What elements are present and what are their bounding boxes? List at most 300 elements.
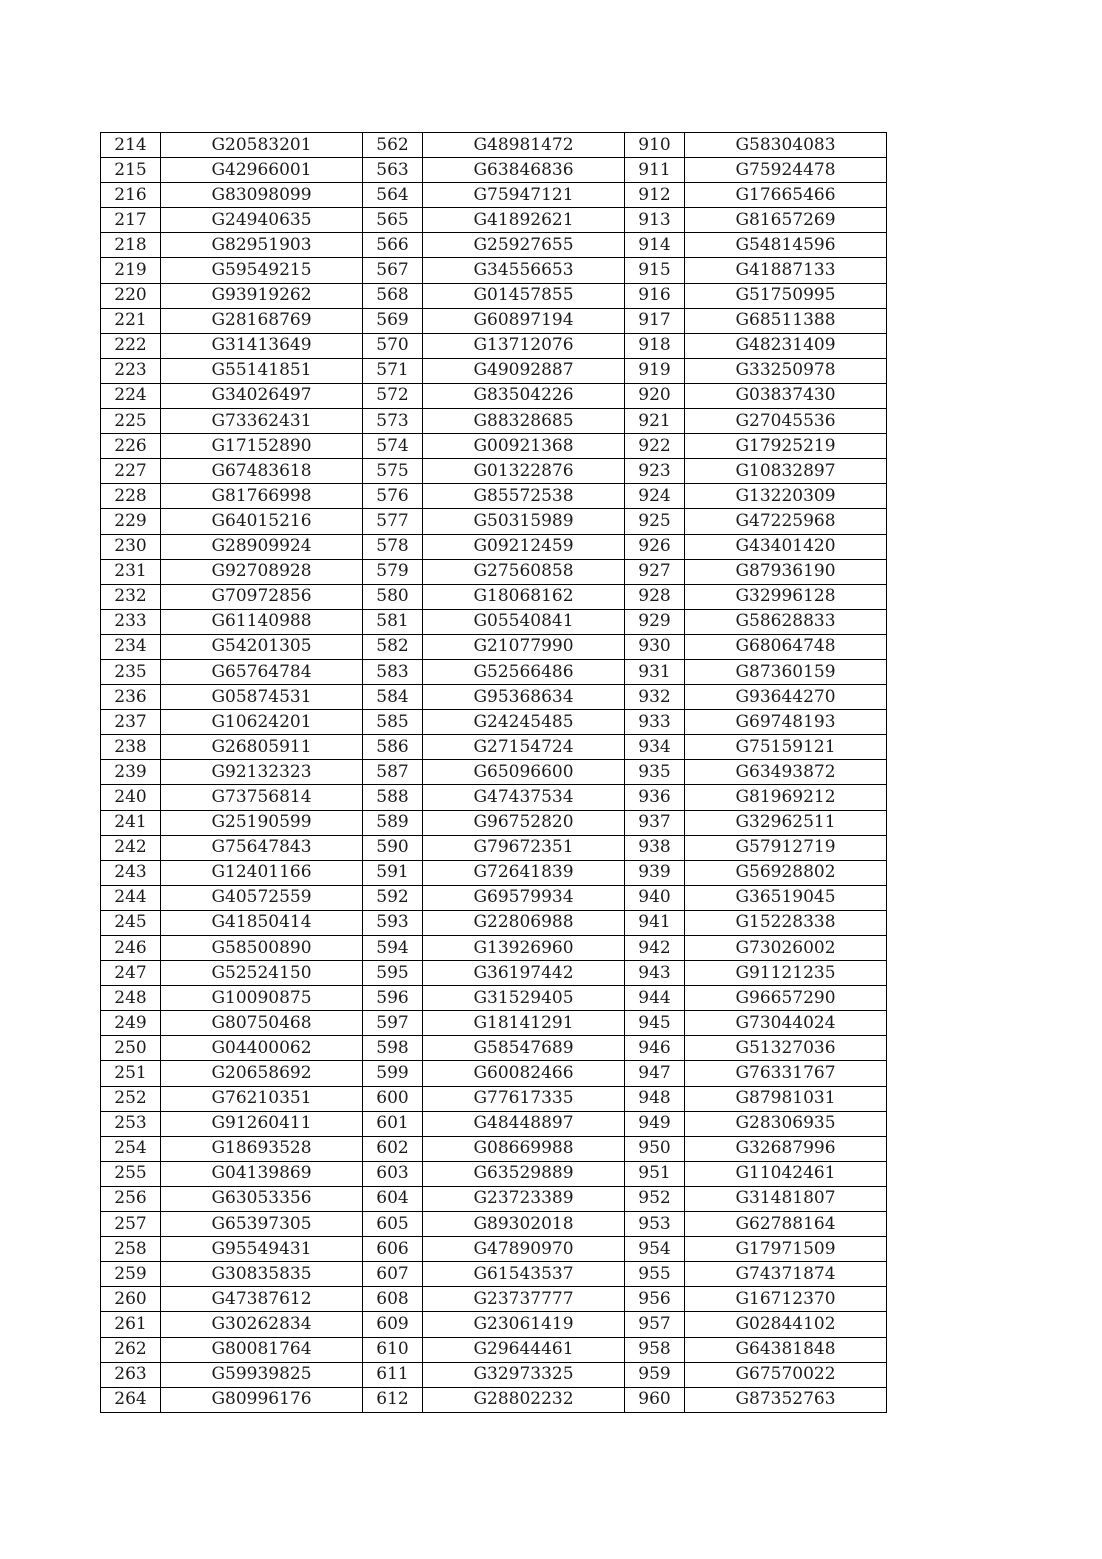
code-cell: G48231409: [685, 333, 887, 358]
code-cell: G40572559: [161, 885, 363, 910]
code-cell: G24245485: [423, 710, 625, 735]
table-row: [101, 885, 887, 910]
row-number-cell: 229: [101, 509, 161, 534]
code-cell: G34556653: [423, 258, 625, 283]
code-cell: G05540841: [423, 609, 625, 634]
row-number-cell: 588: [363, 785, 423, 810]
code-cell: G10624201: [161, 710, 363, 735]
code-cell: G70972856: [161, 584, 363, 609]
row-number-cell: 246: [101, 936, 161, 961]
code-cell: G04400062: [161, 1036, 363, 1061]
table-row: [101, 208, 887, 233]
code-cell: G75947121: [423, 183, 625, 208]
row-number-cell: 952: [625, 1186, 685, 1211]
code-cell: G41887133: [685, 258, 887, 283]
code-cell: G51327036: [685, 1036, 887, 1061]
row-number-cell: 258: [101, 1237, 161, 1262]
row-number-cell: 938: [625, 835, 685, 860]
table-row: [101, 183, 887, 208]
row-number-cell: 581: [363, 609, 423, 634]
code-cell: G91260411: [161, 1111, 363, 1136]
code-cell: G81969212: [685, 785, 887, 810]
code-cell: G05874531: [161, 685, 363, 710]
code-cell: G17665466: [685, 183, 887, 208]
code-cell: G63529889: [423, 1161, 625, 1186]
row-number-cell: 932: [625, 685, 685, 710]
row-number-cell: 247: [101, 961, 161, 986]
table-row: [101, 986, 887, 1011]
row-number-cell: 233: [101, 609, 161, 634]
row-number-cell: 244: [101, 885, 161, 910]
row-number-cell: 601: [363, 1111, 423, 1136]
code-cell: G10090875: [161, 986, 363, 1011]
table-row: [101, 1086, 887, 1111]
id-table: [100, 132, 887, 1413]
table-row: [101, 1312, 887, 1337]
row-number-cell: 235: [101, 659, 161, 684]
row-number-cell: 242: [101, 835, 161, 860]
code-cell: G95368634: [423, 685, 625, 710]
table-row: [101, 609, 887, 634]
code-cell: G65397305: [161, 1212, 363, 1237]
row-number-cell: 930: [625, 634, 685, 659]
code-cell: G49092887: [423, 358, 625, 383]
table-row: [101, 1262, 887, 1287]
code-cell: G29644461: [423, 1337, 625, 1362]
code-cell: G75924478: [685, 158, 887, 183]
code-cell: G18693528: [161, 1136, 363, 1161]
code-cell: G30262834: [161, 1312, 363, 1337]
code-cell: G76331767: [685, 1061, 887, 1086]
row-number-cell: 261: [101, 1312, 161, 1337]
row-number-cell: 598: [363, 1036, 423, 1061]
row-number-cell: 934: [625, 735, 685, 760]
row-number-cell: 912: [625, 183, 685, 208]
row-number-cell: 579: [363, 559, 423, 584]
code-cell: G36197442: [423, 961, 625, 986]
code-cell: G60082466: [423, 1061, 625, 1086]
row-number-cell: 595: [363, 961, 423, 986]
row-number-cell: 264: [101, 1387, 161, 1412]
code-cell: G96657290: [685, 986, 887, 1011]
row-number-cell: 249: [101, 1011, 161, 1036]
table-row: [101, 333, 887, 358]
table-body: [101, 133, 887, 1413]
row-number-cell: 927: [625, 559, 685, 584]
row-number-cell: 957: [625, 1312, 685, 1337]
row-number-cell: 953: [625, 1212, 685, 1237]
row-number-cell: 603: [363, 1161, 423, 1186]
code-cell: G95549431: [161, 1237, 363, 1262]
code-cell: G42966001: [161, 158, 363, 183]
row-number-cell: 605: [363, 1212, 423, 1237]
code-cell: G28802232: [423, 1387, 625, 1412]
row-number-cell: 935: [625, 760, 685, 785]
row-number-cell: 925: [625, 509, 685, 534]
code-cell: G25190599: [161, 810, 363, 835]
code-cell: G93919262: [161, 283, 363, 308]
code-cell: G25927655: [423, 233, 625, 258]
row-number-cell: 919: [625, 358, 685, 383]
code-cell: G67483618: [161, 459, 363, 484]
row-number-cell: 917: [625, 308, 685, 333]
code-cell: G48981472: [423, 133, 625, 158]
code-cell: G01322876: [423, 459, 625, 484]
row-number-cell: 949: [625, 1111, 685, 1136]
code-cell: G30835835: [161, 1262, 363, 1287]
row-number-cell: 606: [363, 1237, 423, 1262]
code-cell: G03837430: [685, 383, 887, 408]
row-number-cell: 578: [363, 534, 423, 559]
code-cell: G76210351: [161, 1086, 363, 1111]
row-number-cell: 594: [363, 936, 423, 961]
row-number-cell: 585: [363, 710, 423, 735]
code-cell: G96752820: [423, 810, 625, 835]
code-cell: G57912719: [685, 835, 887, 860]
row-number-cell: 960: [625, 1387, 685, 1412]
row-number-cell: 959: [625, 1362, 685, 1387]
table-row: [101, 1287, 887, 1312]
code-cell: G59549215: [161, 258, 363, 283]
code-cell: G58628833: [685, 609, 887, 634]
row-number-cell: 262: [101, 1337, 161, 1362]
code-cell: G41850414: [161, 910, 363, 935]
row-number-cell: 596: [363, 986, 423, 1011]
code-cell: G27045536: [685, 409, 887, 434]
row-number-cell: 215: [101, 158, 161, 183]
code-cell: G65764784: [161, 659, 363, 684]
code-cell: G73756814: [161, 785, 363, 810]
table-row: [101, 358, 887, 383]
code-cell: G80750468: [161, 1011, 363, 1036]
row-number-cell: 259: [101, 1262, 161, 1287]
row-number-cell: 936: [625, 785, 685, 810]
code-cell: G80996176: [161, 1387, 363, 1412]
row-number-cell: 245: [101, 910, 161, 935]
row-number-cell: 940: [625, 885, 685, 910]
row-number-cell: 228: [101, 484, 161, 509]
row-number-cell: 573: [363, 409, 423, 434]
table-row: [101, 1136, 887, 1161]
table-row: [101, 1212, 887, 1237]
code-cell: G61140988: [161, 609, 363, 634]
row-number-cell: 582: [363, 634, 423, 659]
table-row: [101, 383, 887, 408]
row-number-cell: 942: [625, 936, 685, 961]
table-row: [101, 659, 887, 684]
row-number-cell: 933: [625, 710, 685, 735]
code-cell: G28909924: [161, 534, 363, 559]
row-number-cell: 913: [625, 208, 685, 233]
table-row: [101, 785, 887, 810]
row-number-cell: 584: [363, 685, 423, 710]
row-number-cell: 590: [363, 835, 423, 860]
code-cell: G34026497: [161, 383, 363, 408]
code-cell: G73362431: [161, 409, 363, 434]
code-cell: G47387612: [161, 1287, 363, 1312]
table-row: [101, 1387, 887, 1412]
table-row: [101, 910, 887, 935]
row-number-cell: 958: [625, 1337, 685, 1362]
code-cell: G77617335: [423, 1086, 625, 1111]
row-number-cell: 223: [101, 358, 161, 383]
code-cell: G48448897: [423, 1111, 625, 1136]
row-number-cell: 948: [625, 1086, 685, 1111]
row-number-cell: 951: [625, 1161, 685, 1186]
row-number-cell: 944: [625, 986, 685, 1011]
code-cell: G51750995: [685, 283, 887, 308]
code-cell: G81766998: [161, 484, 363, 509]
row-number-cell: 565: [363, 208, 423, 233]
code-cell: G41892621: [423, 208, 625, 233]
code-cell: G64381848: [685, 1337, 887, 1362]
row-number-cell: 911: [625, 158, 685, 183]
code-cell: G68511388: [685, 308, 887, 333]
code-cell: G80081764: [161, 1337, 363, 1362]
code-cell: G47225968: [685, 509, 887, 534]
row-number-cell: 253: [101, 1111, 161, 1136]
row-number-cell: 955: [625, 1262, 685, 1287]
row-number-cell: 572: [363, 383, 423, 408]
code-cell: G63493872: [685, 760, 887, 785]
code-cell: G60897194: [423, 308, 625, 333]
code-cell: G79672351: [423, 835, 625, 860]
row-number-cell: 219: [101, 258, 161, 283]
code-cell: G17152890: [161, 434, 363, 459]
row-number-cell: 214: [101, 133, 161, 158]
row-number-cell: 251: [101, 1061, 161, 1086]
table-row: [101, 1337, 887, 1362]
table-row: [101, 1362, 887, 1387]
code-cell: G91121235: [685, 961, 887, 986]
code-cell: G50315989: [423, 509, 625, 534]
code-cell: G09212459: [423, 534, 625, 559]
code-cell: G88328685: [423, 409, 625, 434]
row-number-cell: 580: [363, 584, 423, 609]
row-number-cell: 234: [101, 634, 161, 659]
row-number-cell: 939: [625, 860, 685, 885]
row-number-cell: 946: [625, 1036, 685, 1061]
row-number-cell: 954: [625, 1237, 685, 1262]
row-number-cell: 914: [625, 233, 685, 258]
code-cell: G63053356: [161, 1186, 363, 1211]
table-row: [101, 1011, 887, 1036]
table-row: [101, 760, 887, 785]
code-cell: G12401166: [161, 860, 363, 885]
row-number-cell: 918: [625, 333, 685, 358]
code-cell: G20583201: [161, 133, 363, 158]
table-row: [101, 936, 887, 961]
code-cell: G73044024: [685, 1011, 887, 1036]
row-number-cell: 248: [101, 986, 161, 1011]
table-row: [101, 233, 887, 258]
code-cell: G93644270: [685, 685, 887, 710]
table-row: [101, 409, 887, 434]
table-row: [101, 685, 887, 710]
table-row: [101, 509, 887, 534]
row-number-cell: 928: [625, 584, 685, 609]
code-cell: G73026002: [685, 936, 887, 961]
row-number-cell: 231: [101, 559, 161, 584]
code-cell: G81657269: [685, 208, 887, 233]
table-row: [101, 258, 887, 283]
code-cell: G75647843: [161, 835, 363, 860]
code-cell: G23723389: [423, 1186, 625, 1211]
row-number-cell: 929: [625, 609, 685, 634]
row-number-cell: 569: [363, 308, 423, 333]
row-number-cell: 571: [363, 358, 423, 383]
code-cell: G47437534: [423, 785, 625, 810]
table-row: [101, 1237, 887, 1262]
row-number-cell: 607: [363, 1262, 423, 1287]
code-cell: G87352763: [685, 1387, 887, 1412]
row-number-cell: 597: [363, 1011, 423, 1036]
row-number-cell: 945: [625, 1011, 685, 1036]
row-number-cell: 220: [101, 283, 161, 308]
row-number-cell: 611: [363, 1362, 423, 1387]
code-cell: G55141851: [161, 358, 363, 383]
table-row: [101, 484, 887, 509]
code-cell: G17971509: [685, 1237, 887, 1262]
code-cell: G16712370: [685, 1287, 887, 1312]
row-number-cell: 230: [101, 534, 161, 559]
code-cell: G87360159: [685, 659, 887, 684]
table-row: [101, 158, 887, 183]
code-cell: G13926960: [423, 936, 625, 961]
row-number-cell: 225: [101, 409, 161, 434]
table-row: [101, 559, 887, 584]
row-number-cell: 600: [363, 1086, 423, 1111]
row-number-cell: 587: [363, 760, 423, 785]
row-number-cell: 564: [363, 183, 423, 208]
row-number-cell: 254: [101, 1136, 161, 1161]
code-cell: G56928802: [685, 860, 887, 885]
row-number-cell: 239: [101, 760, 161, 785]
code-cell: G02844102: [685, 1312, 887, 1337]
row-number-cell: 599: [363, 1061, 423, 1086]
row-number-cell: 241: [101, 810, 161, 835]
row-number-cell: 252: [101, 1086, 161, 1111]
row-number-cell: 608: [363, 1287, 423, 1312]
code-cell: G63846836: [423, 158, 625, 183]
code-cell: G54201305: [161, 634, 363, 659]
code-cell: G64015216: [161, 509, 363, 534]
row-number-cell: 232: [101, 584, 161, 609]
row-number-cell: 221: [101, 308, 161, 333]
row-number-cell: 931: [625, 659, 685, 684]
table-row: [101, 1186, 887, 1211]
code-cell: G04139869: [161, 1161, 363, 1186]
table-row: [101, 534, 887, 559]
code-cell: G27560858: [423, 559, 625, 584]
code-cell: G87981031: [685, 1086, 887, 1111]
code-cell: G68064748: [685, 634, 887, 659]
row-number-cell: 260: [101, 1287, 161, 1312]
code-cell: G69748193: [685, 710, 887, 735]
table-row: [101, 835, 887, 860]
code-cell: G00921368: [423, 434, 625, 459]
code-cell: G21077990: [423, 634, 625, 659]
row-number-cell: 567: [363, 258, 423, 283]
table-row: [101, 1061, 887, 1086]
row-number-cell: 610: [363, 1337, 423, 1362]
row-number-cell: 941: [625, 910, 685, 935]
row-number-cell: 922: [625, 434, 685, 459]
row-number-cell: 574: [363, 434, 423, 459]
code-cell: G69579934: [423, 885, 625, 910]
table-row: [101, 133, 887, 158]
code-cell: G13220309: [685, 484, 887, 509]
code-cell: G23061419: [423, 1312, 625, 1337]
row-number-cell: 577: [363, 509, 423, 534]
table-row: [101, 961, 887, 986]
code-cell: G01457855: [423, 283, 625, 308]
table-row: [101, 710, 887, 735]
code-cell: G32996128: [685, 584, 887, 609]
row-number-cell: 943: [625, 961, 685, 986]
row-number-cell: 566: [363, 233, 423, 258]
code-cell: G18068162: [423, 584, 625, 609]
row-number-cell: 216: [101, 183, 161, 208]
code-cell: G52566486: [423, 659, 625, 684]
row-number-cell: 237: [101, 710, 161, 735]
row-number-cell: 243: [101, 860, 161, 885]
code-cell: G31481807: [685, 1186, 887, 1211]
table-row: [101, 860, 887, 885]
code-cell: G17925219: [685, 434, 887, 459]
row-number-cell: 240: [101, 785, 161, 810]
code-cell: G87936190: [685, 559, 887, 584]
row-number-cell: 238: [101, 735, 161, 760]
table-row: [101, 1111, 887, 1136]
code-cell: G24940635: [161, 208, 363, 233]
row-number-cell: 950: [625, 1136, 685, 1161]
row-number-cell: 924: [625, 484, 685, 509]
row-number-cell: 263: [101, 1362, 161, 1387]
row-number-cell: 923: [625, 459, 685, 484]
code-cell: G33250978: [685, 358, 887, 383]
row-number-cell: 589: [363, 810, 423, 835]
row-number-cell: 562: [363, 133, 423, 158]
table-row: [101, 459, 887, 484]
code-cell: G58500890: [161, 936, 363, 961]
row-number-cell: 591: [363, 860, 423, 885]
code-cell: G31413649: [161, 333, 363, 358]
code-cell: G61543537: [423, 1262, 625, 1287]
code-cell: G58304083: [685, 133, 887, 158]
code-cell: G83098099: [161, 183, 363, 208]
code-cell: G47890970: [423, 1237, 625, 1262]
code-cell: G18141291: [423, 1011, 625, 1036]
code-cell: G89302018: [423, 1212, 625, 1237]
row-number-cell: 956: [625, 1287, 685, 1312]
table-row: [101, 434, 887, 459]
row-number-cell: 568: [363, 283, 423, 308]
row-number-cell: 563: [363, 158, 423, 183]
code-cell: G32962511: [685, 810, 887, 835]
table-row: [101, 308, 887, 333]
code-cell: G36519045: [685, 885, 887, 910]
code-cell: G15228338: [685, 910, 887, 935]
code-cell: G83504226: [423, 383, 625, 408]
code-cell: G62788164: [685, 1212, 887, 1237]
code-cell: G23737777: [423, 1287, 625, 1312]
code-cell: G13712076: [423, 333, 625, 358]
row-number-cell: 576: [363, 484, 423, 509]
row-number-cell: 224: [101, 383, 161, 408]
table-row: [101, 1161, 887, 1186]
row-number-cell: 570: [363, 333, 423, 358]
